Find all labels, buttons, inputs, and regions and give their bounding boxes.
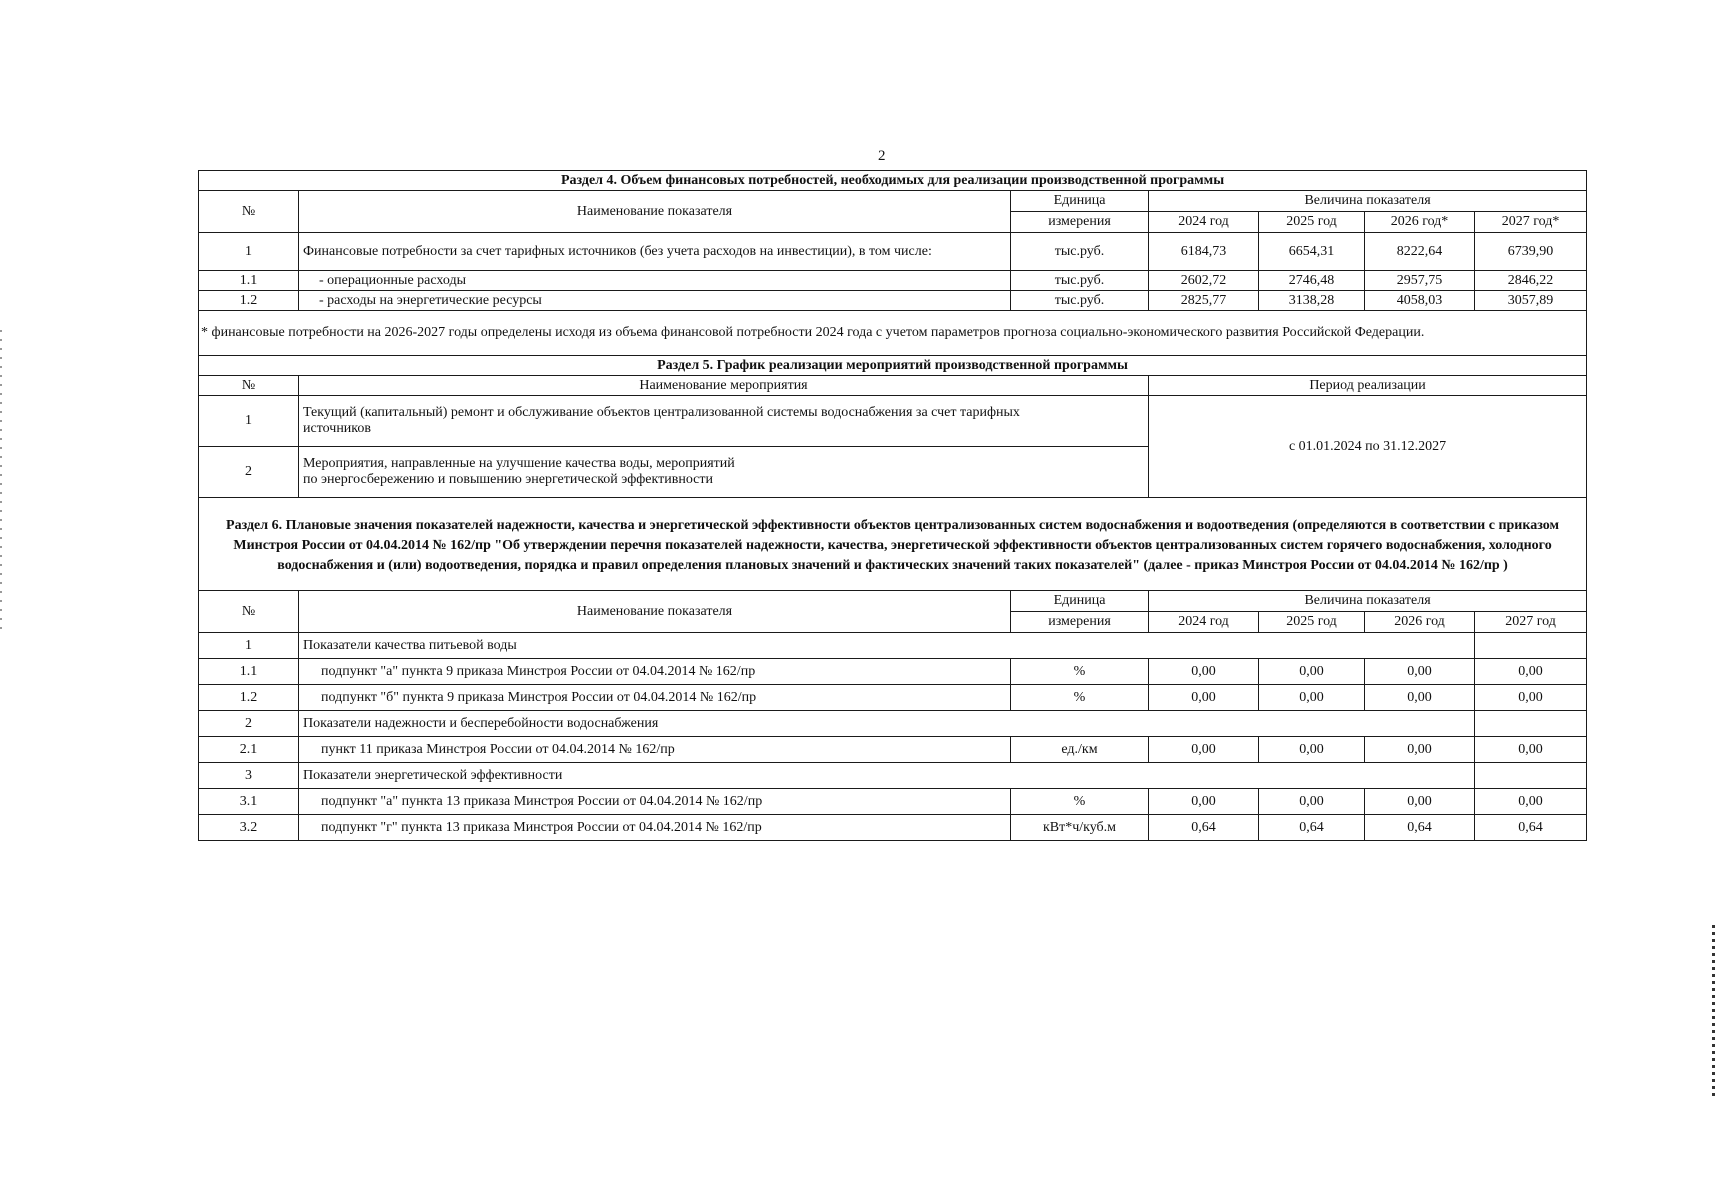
row-no: 1.1 (199, 271, 299, 291)
section-4-footnote: * финансовые потребности на 2026-2027 годы определены исходя из объема финансовой потребности 2024 года с учетом параметров прогноза социально-экономического развития Российской Федерации. (199, 311, 1587, 356)
col-header-unit-2: измерения (1011, 612, 1149, 633)
row-value: 6739,90 (1475, 233, 1587, 271)
row-name-line-2: источников (303, 421, 372, 436)
scan-edge-mark (1712, 925, 1715, 1100)
col-header-period: Период реализации (1149, 376, 1587, 396)
row-no: 1.1 (199, 659, 299, 685)
row-value: 0,00 (1475, 737, 1587, 763)
row-group-name: Показатели качества питьевой воды (299, 633, 1475, 659)
col-header-event-name: Наименование мероприятия (299, 376, 1149, 396)
col-header-unit: Единица (1011, 191, 1149, 212)
row-no: 3 (199, 763, 299, 789)
col-header-name: Наименование показателя (299, 591, 1011, 633)
row-value: 8222,64 (1365, 233, 1475, 271)
row-group-name: Показатели надежности и бесперебойности водоснабжения (299, 711, 1475, 737)
table-row (199, 737, 1587, 763)
row-no: 3.2 (199, 815, 299, 841)
row-no: 1.2 (199, 291, 299, 311)
section-4-title: Раздел 4. Объем финансовых потребностей, необходимых для реализации производственной программы (199, 171, 1587, 191)
row-name: подпункт "а" пункта 13 приказа Минстроя России от 04.04.2014 № 162/пр (299, 789, 1011, 815)
empty-cell (1475, 763, 1587, 789)
section-6-title: Раздел 6. Плановые значения показателей надежности, качества и энергетической эффективности объектов централизованных систем водоснабжения и водоотведения (определяются в соответствии с приказом Минстроя России от 04.04.2014 № 162/пр "Об утверждении перечня показателей надежности, качества, энергетической эффективности объектов централизованных систем горячего водоснабжения, холодного водоснабжения и (или) водоотведения, порядка и правил определения плановых значений и фактических значений таких показателей" (далее - приказ Минстроя России от 04.04.2014 № 162/пр ) (199, 498, 1587, 591)
row-value: 2746,48 (1259, 271, 1365, 291)
row-name-line-2: по энергосбережению и повышению энергетической эффективности (303, 472, 713, 487)
row-value: 0,00 (1365, 685, 1475, 711)
row-name-line-1: Текущий (капитальный) ремонт и обслуживание объектов централизованной системы водоснабжения за счет тарифных (303, 405, 1020, 420)
row-no: 1 (199, 396, 299, 447)
table-row (199, 233, 1587, 271)
col-header-unit: Единица (1011, 591, 1149, 612)
row-name (299, 396, 1149, 447)
table-row (199, 633, 1587, 659)
row-name: - расходы на энергетические ресурсы (299, 291, 1011, 311)
row-unit: ед./км (1011, 737, 1149, 763)
row-value: 0,64 (1259, 815, 1365, 841)
col-header-year-2027: 2027 год* (1475, 212, 1587, 233)
scan-edge-mark-left (0, 330, 2, 630)
col-header-no: № (199, 376, 299, 396)
row-unit: % (1011, 789, 1149, 815)
row-value: 0,00 (1149, 685, 1259, 711)
row-value: 3057,89 (1475, 291, 1587, 311)
col-header-value: Величина показателя (1149, 191, 1587, 212)
row-value: 0,00 (1149, 737, 1259, 763)
row-name: пункт 11 приказа Минстроя России от 04.04.2014 № 162/пр (299, 737, 1011, 763)
col-header-year-2025: 2025 год (1259, 612, 1365, 633)
row-value: 6654,31 (1259, 233, 1365, 271)
col-header-no: № (199, 191, 299, 233)
row-no: 1 (199, 233, 299, 271)
row-name: подпункт "г" пункта 13 приказа Минстроя России от 04.04.2014 № 162/пр (299, 815, 1011, 841)
col-header-year-2024: 2024 год (1149, 612, 1259, 633)
row-value: 0,00 (1475, 789, 1587, 815)
row-name: Финансовые потребности за счет тарифных источников (без учета расходов на инвестиции), в том числе: (299, 233, 1011, 271)
row-name: подпункт "а" пункта 9 приказа Минстроя России от 04.04.2014 № 162/пр (299, 659, 1011, 685)
table-row (199, 659, 1587, 685)
row-name: - операционные расходы (299, 271, 1011, 291)
row-unit: тыс.руб. (1011, 233, 1149, 271)
row-no: 2 (199, 447, 299, 498)
row-value: 2825,77 (1149, 291, 1259, 311)
row-no: 2.1 (199, 737, 299, 763)
production-program-table (198, 170, 1587, 841)
row-unit: % (1011, 685, 1149, 711)
col-header-value: Величина показателя (1149, 591, 1587, 612)
table-row (199, 271, 1587, 291)
row-value: 4058,03 (1365, 291, 1475, 311)
page-number: 2 (878, 148, 886, 164)
row-unit: % (1011, 659, 1149, 685)
row-value: 2957,75 (1365, 271, 1475, 291)
row-value: 0,00 (1149, 789, 1259, 815)
col-header-year-2026: 2026 год (1365, 612, 1475, 633)
col-header-year-2025: 2025 год (1259, 212, 1365, 233)
empty-cell (1475, 633, 1587, 659)
table-row (199, 789, 1587, 815)
col-header-name: Наименование показателя (299, 191, 1011, 233)
table-row (199, 763, 1587, 789)
table-row (199, 685, 1587, 711)
row-value: 0,00 (1149, 659, 1259, 685)
row-value: 0,00 (1259, 659, 1365, 685)
table-row (199, 291, 1587, 311)
table-row (199, 711, 1587, 737)
row-value: 0,00 (1365, 737, 1475, 763)
row-value: 3138,28 (1259, 291, 1365, 311)
row-value: 0,00 (1475, 685, 1587, 711)
row-value: 0,00 (1365, 659, 1475, 685)
section-5-title: Раздел 5. График реализации мероприятий производственной программы (199, 356, 1587, 376)
table-row (199, 815, 1587, 841)
row-name-line-1: Мероприятия, направленные на улучшение качества воды, мероприятий (303, 456, 735, 471)
col-header-no: № (199, 591, 299, 633)
col-header-year-2024: 2024 год (1149, 212, 1259, 233)
row-value: 2602,72 (1149, 271, 1259, 291)
row-no: 1.2 (199, 685, 299, 711)
row-unit: тыс.руб. (1011, 271, 1149, 291)
col-header-year-2027: 2027 год (1475, 612, 1587, 633)
row-value: 0,00 (1365, 789, 1475, 815)
row-name: подпункт "б" пункта 9 приказа Минстроя России от 04.04.2014 № 162/пр (299, 685, 1011, 711)
row-value: 0,64 (1365, 815, 1475, 841)
row-unit: кВт*ч/куб.м (1011, 815, 1149, 841)
row-no: 2 (199, 711, 299, 737)
row-value: 6184,73 (1149, 233, 1259, 271)
row-value: 0,64 (1475, 815, 1587, 841)
row-value: 0,00 (1475, 659, 1587, 685)
row-name (299, 447, 1149, 498)
empty-cell (1475, 711, 1587, 737)
row-no: 1 (199, 633, 299, 659)
row-no: 3.1 (199, 789, 299, 815)
table-row (199, 396, 1587, 447)
row-value: 0,00 (1259, 685, 1365, 711)
row-value: 0,00 (1259, 737, 1365, 763)
col-header-unit-2: измерения (1011, 212, 1149, 233)
row-unit: тыс.руб. (1011, 291, 1149, 311)
row-value: 0,64 (1149, 815, 1259, 841)
row-group-name: Показатели энергетической эффективности (299, 763, 1475, 789)
period-value: с 01.01.2024 по 31.12.2027 (1149, 396, 1587, 498)
row-value: 2846,22 (1475, 271, 1587, 291)
col-header-year-2026: 2026 год* (1365, 212, 1475, 233)
row-value: 0,00 (1259, 789, 1365, 815)
